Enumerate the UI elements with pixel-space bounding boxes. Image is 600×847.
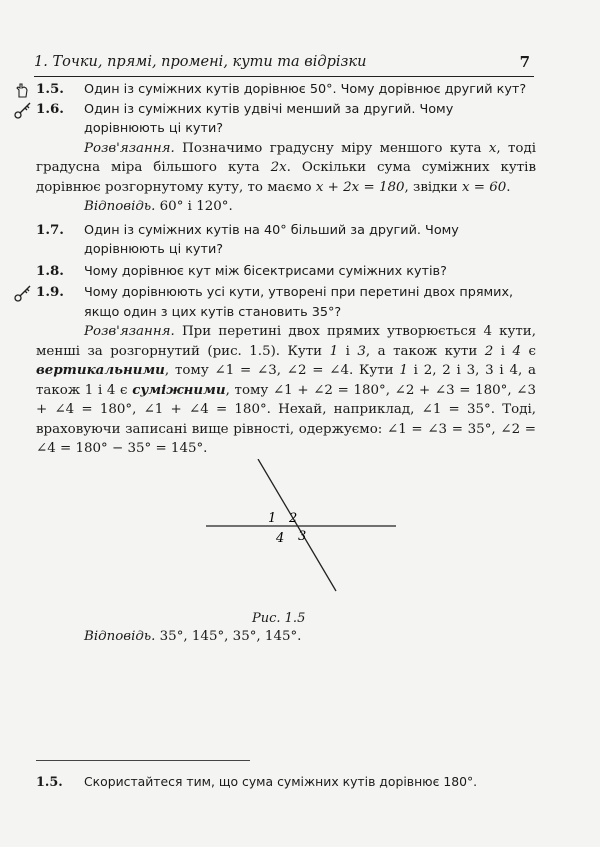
problem-1-8 [36, 262, 536, 282]
problem-1-7 [36, 221, 536, 260]
angle-number: 1 [329, 343, 339, 359]
angle-number: 4 [512, 343, 522, 359]
problem-1-6 [36, 100, 536, 139]
solution-text: , тоді градусна міра більшого кута [36, 140, 536, 175]
solution-text: . [506, 179, 511, 195]
problem-number: 1.9. [36, 284, 64, 300]
solution-1-9 [36, 322, 536, 459]
solution-text: Позначимо градусну міру меншого кута [174, 140, 489, 156]
page-content [36, 80, 536, 650]
answer-1-6 [36, 197, 536, 217]
key-icon [14, 284, 32, 302]
solution-text: є [521, 343, 537, 359]
answer-label: Відповідь. [84, 628, 156, 644]
solution-text: і 2, 2 і 3, 3 і 4, а також 1 і 4 є [36, 363, 536, 398]
problem-text: Чому дорівнюють усі кути, утворені при перетині двох прямих, якщо один з цих кутів становить 35°? [84, 285, 514, 320]
chapter-title: 1. Точки, прямі, промені, кути та відрізки [34, 54, 367, 70]
problem-number: 1.8. [36, 262, 64, 279]
solution-text: , тому ∠1 = ∠3, ∠2 = ∠4. Кути [164, 363, 400, 378]
solution-text: При перетині двох прямих утворюється 4 кути, менші за розгорнутий (рис. 1.5). Кути [36, 324, 536, 359]
solution-1-6 [36, 139, 536, 198]
solution-text: , а також кути [365, 343, 485, 359]
problem-1-9 [36, 283, 536, 322]
angle-label-1: 1 [268, 510, 277, 526]
answer-1-9 [36, 627, 536, 647]
answer-label: Відповідь. [84, 199, 156, 214]
figure-1-5 [36, 459, 536, 627]
variable: x [488, 140, 497, 156]
solution-label: Розв'язання. [84, 324, 175, 339]
equation: x = 60 [461, 179, 507, 195]
hand-pointing-icon [14, 81, 32, 99]
variable: 2x [270, 160, 287, 175]
equation: x + 2x = 180 [315, 179, 405, 195]
angle-label-4: 4 [276, 530, 285, 546]
angle-label-2: 2 [289, 510, 298, 526]
problem-text: Чому дорівнює кут між бісектрисами суміжних кутів? [84, 263, 447, 279]
figure-caption: Рис. 1.5 [252, 610, 306, 626]
solution-text: і [493, 343, 513, 359]
problem-number: 1.7. [36, 221, 64, 238]
problem-text: Один із суміжних кутів на 40° більший за другий. Чому дорівнюють ці кути? [84, 222, 459, 257]
problem-text: Один із суміжних кутів дорівнює 50°. Чому дорівнює другий кут? [84, 82, 527, 97]
page-header [34, 52, 534, 77]
footnote-text: Скористайтеся тим, що сума суміжних кутів дорівнює 180°. [84, 774, 478, 789]
footnote-number: 1.5. [36, 775, 63, 790]
solution-text: . Оскільки сума суміжних кутів дорівнює розгорнутому куту, то маємо [36, 160, 536, 195]
solution-text: , звідки [404, 179, 462, 195]
footnote-divider [36, 760, 250, 761]
key-icon [14, 101, 32, 119]
problem-text: Один із суміжних кутів удвічі менший за другий. Чому дорівнюють ці кути? [84, 101, 454, 136]
angle-number: 3 [357, 343, 366, 359]
angle-number: 1 [399, 363, 408, 378]
intersecting-lines-diagram [36, 459, 536, 609]
term-vertical: вертикальними [36, 362, 165, 378]
solution-label: Розв'язання. [84, 140, 175, 156]
solution-text: і [338, 343, 358, 359]
solution-text: , тому ∠1 + ∠2 = 180°, ∠2 + ∠3 = 180°, ∠3 + ∠4 = 180°, ∠1 + ∠4 = 180°. Нехай, наприклад, ∠1 = 35°. Тоді, враховуючи записані вище рівності, одержуємо: ∠1 = ∠3 = 35°, ∠2 = ∠4 = 180° − 35° = 145°. [36, 382, 537, 456]
answer-value: 60° і 120°. [155, 199, 233, 214]
problem-1-5 [36, 80, 536, 100]
angle-label-3: 3 [298, 528, 307, 544]
answer-value: 35°, 145°, 35°, 145°. [155, 628, 302, 644]
term-adjacent: суміжними [132, 381, 226, 398]
problem-number: 1.5. [36, 81, 64, 97]
problem-number: 1.6. [36, 100, 64, 117]
page-number: 7 [519, 53, 530, 71]
footnote [36, 774, 536, 790]
angle-number: 2 [484, 343, 494, 359]
